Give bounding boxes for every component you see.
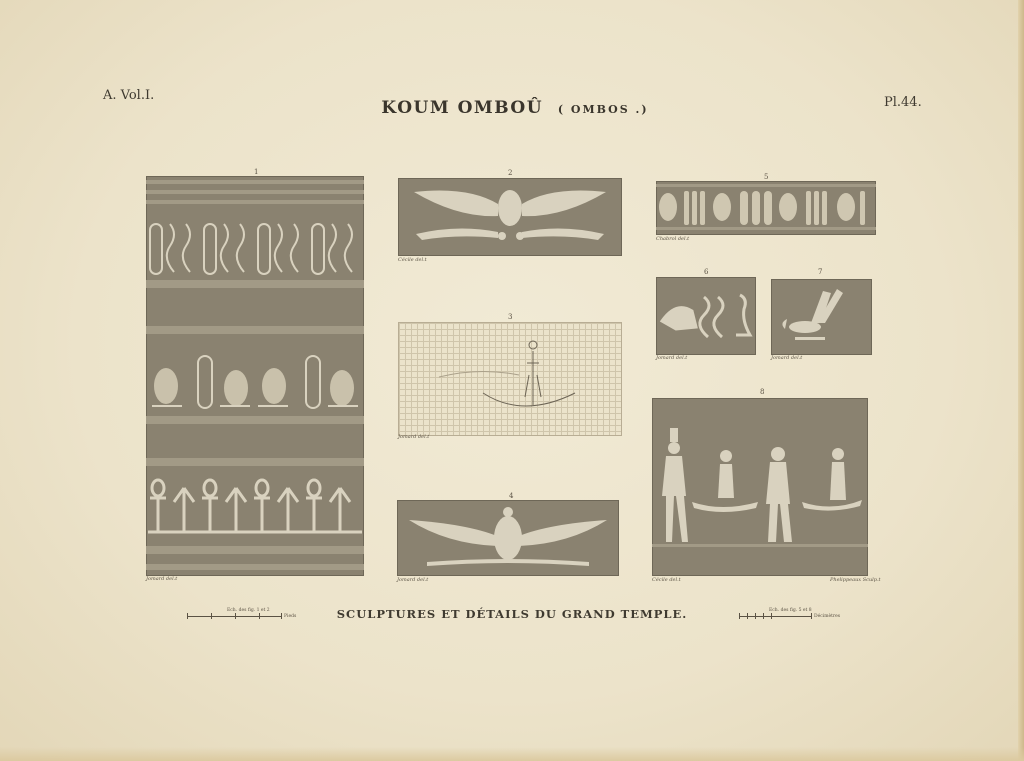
figure-6-number: 6: [704, 268, 709, 276]
scale-left-unit: Pieds: [284, 614, 297, 619]
vulture-relief-illustration: [398, 178, 622, 256]
figure-3-grid-sketch: [398, 322, 622, 436]
figure-6-hieroglyphs: [656, 277, 756, 355]
figure-7-credit: Jomard del.t: [771, 355, 803, 361]
figure-4-winged-scarab: [397, 500, 619, 576]
scale-tick: [235, 613, 236, 619]
scale-tick: [739, 613, 740, 619]
figure-5-frieze: [656, 181, 876, 235]
frieze-relief-illustration: [146, 176, 364, 576]
scale-right-unit: Décimètres: [814, 614, 841, 619]
scale-tick: [211, 613, 212, 619]
scale-tick: [747, 613, 748, 619]
bee-relief-illustration: [771, 279, 872, 355]
procession-relief-illustration: [652, 398, 868, 576]
paper-edge-bottom: [0, 747, 1024, 761]
scale-right-caption: Ech. des fig. 5 et 8: [769, 608, 812, 613]
small-frieze-illustration: [656, 181, 876, 235]
figure-3-credit: Jomard del.t: [398, 434, 430, 440]
figure-3-number: 3: [508, 313, 513, 321]
scale-bar-left: [187, 608, 297, 622]
scale-right-line: [739, 616, 811, 617]
scale-tick: [771, 613, 772, 619]
figure-1-frieze: [146, 176, 364, 576]
figure-4-credit: Jomard del.t: [397, 577, 429, 583]
scale-tick: [281, 613, 282, 619]
figure-8-procession: [652, 398, 868, 576]
figure-2-credit: Cécile del.t: [398, 257, 427, 263]
figure-8-engraver: Phelippeaux Sculp.t: [830, 577, 881, 583]
scale-tick: [811, 613, 812, 619]
figure-2-winged-vulture: [398, 178, 622, 256]
title-main: KOUM OMBOÛ: [381, 98, 544, 118]
plate-subtitle: SCULPTURES ET DÉTAILS DU GRAND TEMPLE.: [336, 607, 688, 621]
scale-left-line: [187, 616, 281, 617]
figure-8-credit: Cécile del.t: [652, 577, 681, 583]
volume-label: A. Vol.I.: [103, 88, 155, 103]
figure-1-credit: Jomard del.t: [146, 576, 178, 582]
boat-figure-sketch: [399, 323, 621, 435]
scale-left-caption: Ech. des fig. 1 et 2: [227, 608, 270, 613]
figure-6-credit: Jomard del.t: [656, 355, 688, 361]
figure-5-credit: Chabrol del.t: [656, 236, 690, 242]
plate-number: Pl.44.: [884, 95, 922, 110]
figure-7-number: 7: [818, 268, 823, 276]
scarab-relief-illustration: [397, 500, 619, 576]
figure-8-number: 8: [760, 388, 765, 396]
figure-1-number: 1: [254, 168, 259, 176]
figure-5-number: 5: [764, 173, 769, 181]
title-sub: ( OMBOS .): [557, 103, 649, 116]
paper-edge-right: [1018, 0, 1024, 761]
figure-4-number: 4: [509, 492, 514, 500]
bird-and-serpents-relief: [656, 277, 756, 355]
page-title: [330, 98, 700, 118]
scale-tick: [755, 613, 756, 619]
scale-tick: [259, 613, 260, 619]
figure-2-number: 2: [508, 169, 513, 177]
scale-tick: [187, 613, 188, 619]
scale-tick: [763, 613, 764, 619]
figure-7-bee-glyph: [771, 279, 872, 355]
scale-bar-right: [739, 608, 849, 622]
